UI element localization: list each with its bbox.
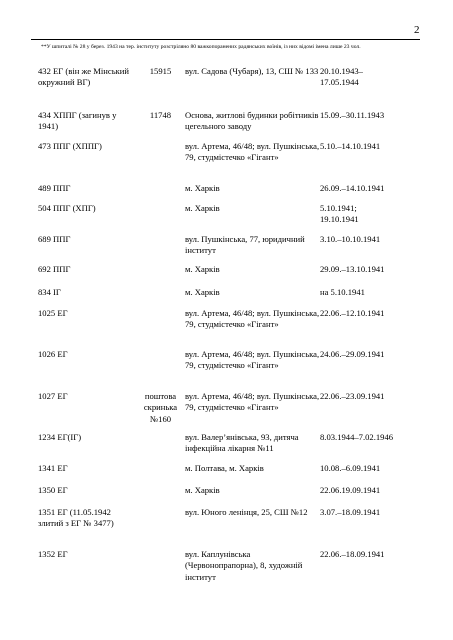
unit-cell: 1352 ЕГ	[38, 549, 68, 559]
number-cell: 15915	[149, 66, 172, 76]
unit-cell: 434 ХППГ (загинув у 1941)	[38, 110, 117, 132]
dates-cell: 20.10.1943– 17.05.1944	[320, 66, 363, 88]
dates-cell: 22.06.–23.09.1941	[320, 391, 385, 401]
unit-cell: 473 ППГ (ХППГ)	[38, 141, 102, 151]
unit-cell: 1350 ЕГ	[38, 485, 68, 495]
unit-cell: 504 ППГ (ХПГ)	[38, 203, 96, 213]
unit-cell: 1234 ЕГ(ІГ)	[38, 432, 82, 442]
address-cell: вул. Валер’янівська, 93, дитяча інфекційна лікарня №11	[185, 432, 299, 454]
dates-cell: 22.06.19.09.1941	[320, 485, 381, 495]
address-cell: м. Харків	[185, 485, 220, 495]
address-cell: м. Харків	[185, 287, 220, 297]
address-cell: Основа, житлові будинки робітників цегельного заводу	[185, 110, 319, 132]
unit-cell: 432 ЕГ (він же Мінський окружний ВГ)	[38, 66, 129, 88]
dates-cell: на 5.10.1941	[320, 287, 365, 297]
footnote: **У шпиталі № 28 у берез. 1943 на тер. інституту розстріляно 80 важкопоранених радянських воїнів, із них відомі імена лише 23 чол.	[41, 44, 361, 50]
dates-cell: 26.09.–14.10.1941	[320, 183, 385, 193]
dates-cell: 24.06.–29.09.1941	[320, 349, 385, 359]
address-cell: вул. Юного ленінця, 25, СШ №12	[185, 507, 308, 517]
dates-cell: 29.09.–13.10.1941	[320, 264, 385, 274]
page-number: 2	[414, 24, 420, 36]
dates-cell: 22.06.–12.10.1941	[320, 308, 385, 318]
address-cell: вул. Артема, 46/48; вул. Пушкінська, 79, студмістечко «Гігант»	[185, 349, 320, 371]
dates-cell: 3.07.–18.09.1941	[320, 507, 381, 517]
address-cell: м. Харків	[185, 203, 220, 213]
number-cell: поштова скринька №160	[143, 391, 178, 424]
address-cell: м. Харків	[185, 183, 220, 193]
address-cell: м. Харків	[185, 264, 220, 274]
unit-cell: 834 ІГ	[38, 287, 61, 297]
dates-cell: 3.10.–10.10.1941	[320, 234, 381, 244]
number-cell: 11748	[149, 110, 172, 120]
dates-cell: 8.03.1944–7.02.1946	[320, 432, 394, 442]
dates-cell: 10.08.–6.09.1941	[320, 463, 381, 473]
address-cell: вул. Пушкінська, 77, юридичний інститут	[185, 234, 305, 256]
unit-cell: 1025 ЕГ	[38, 308, 68, 318]
unit-cell: 1026 ЕГ	[38, 349, 68, 359]
unit-cell: 689 ППГ	[38, 234, 71, 244]
address-cell: вул. Артема, 46/48; вул. Пушкінська, 79, студмістечко «Гігант»	[185, 141, 320, 163]
unit-cell: 1341 ЕГ	[38, 463, 68, 473]
address-cell: вул. Артема, 46/48; вул. Пушкінська, 79, студмістечко «Гігант»	[185, 391, 320, 413]
address-cell: вул. Садова (Чубаря), 13, СШ № 133	[185, 66, 319, 76]
dates-cell: 5.10.1941; 19.10.1941	[320, 203, 359, 225]
address-cell: вул. Каплунівська (Червонопрапорна), 8, художній інститут	[185, 549, 303, 582]
unit-cell: 692 ППГ	[38, 264, 71, 274]
header-rule	[31, 39, 420, 40]
dates-cell: 22.06.–18.09.1941	[320, 549, 385, 559]
dates-cell: 15.09.–30.11.1943	[320, 110, 385, 120]
unit-cell: 1351 ЕГ (11.05.1942 злитий з ЕГ № 3477)	[38, 507, 114, 529]
address-cell: м. Полтава, м. Харків	[185, 463, 264, 473]
unit-cell: 489 ППГ	[38, 183, 71, 193]
unit-cell: 1027 ЕГ	[38, 391, 68, 401]
address-cell: вул. Артема, 46/48; вул. Пушкінська, 79, студмістечко «Гігант»	[185, 308, 320, 330]
dates-cell: 5.10.–14.10.1941	[320, 141, 381, 151]
